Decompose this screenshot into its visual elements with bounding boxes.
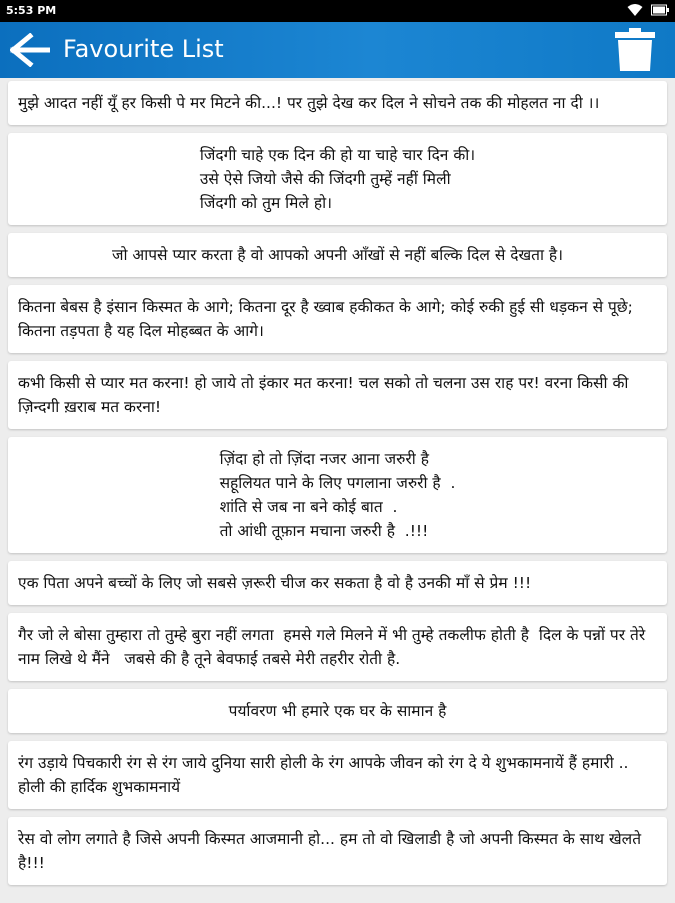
battery-icon	[651, 4, 669, 16]
list-item[interactable]	[8, 561, 667, 605]
quote-text: कभी किसी से प्यार मत करना! हो जाये तो इंकार मत करना! चल सको तो चलना उस राह पर! वरना किसी की ज़िन्दगी ख़राब मत करना!	[18, 374, 634, 416]
quote-text: रंग उड़ाये पिचकारी रंग से रंग जाये दुनिया सारी होली के रंग आपके जीवन को रंग दे ये शुभकामनायें हैं हमारी .. होली की हार्दिक शुभकामनायें	[18, 754, 634, 796]
favourite-list	[0, 78, 675, 903]
list-item[interactable]	[8, 689, 667, 733]
page-title: Favourite List	[63, 35, 224, 63]
trash-icon[interactable]	[613, 27, 657, 73]
list-item[interactable]	[8, 741, 667, 809]
quote-text: मुझे आदत नहीं यूँ हर किसी पे मर मिटने की...! पर तुझे देख कर दिल ने सोचने तक की मोहलत ना दी ।।	[18, 94, 600, 112]
list-item[interactable]	[8, 361, 667, 429]
quote-text: पर्यावरण भी हमारे एक घर के सामान है	[228, 702, 447, 720]
quote-text: ज़िंदा हो तो ज़िंदा नजर आना जरुरी है सहूलियत पाने के लिए पगलाना जरुरी है . शांति से जब ना बने कोई बात . तो आंधी तूफ़ान मचाना जरुरी है .!!!	[219, 450, 456, 540]
quote-text: एक पिता अपने बच्चों के लिए जो सबसे ज़रूरी चीज कर सकता है वो है उनकी माँ से प्रेम !!!	[18, 574, 532, 592]
status-time: 5:53 PM	[6, 4, 57, 17]
quote-text: जो आपसे प्यार करता है वो आपको अपनी आँखों से नहीं बल्कि दिल से देखता है।	[111, 246, 564, 264]
quote-text: रेस वो लोग लगाते है जिसे अपनी किस्मत आजमानी हो... हम तो वो खिलाडी है जो अपनी किस्मत के साथ खेलते है!!!	[18, 830, 646, 872]
list-item[interactable]	[8, 285, 667, 353]
list-item[interactable]	[8, 613, 667, 681]
quote-text: गैर जो ले बोसा तुम्हारा तो तुम्हे बुरा नहीं लगता हमसे गले मिलने में भी तुम्हे तकलीफ होती है दिल के पन्नों पर तेरे नाम लिखे थे मैंने जबसे की है तूने बेवफाई तबसे मेरी तहरीर रोती है.	[18, 626, 651, 668]
wifi-icon	[627, 3, 643, 17]
list-item[interactable]	[8, 233, 667, 277]
status-icons	[627, 3, 669, 17]
status-bar	[0, 0, 675, 22]
list-item[interactable]	[8, 81, 667, 125]
list-item[interactable]	[8, 133, 667, 225]
quote-text: जिंदगी चाहे एक दिन की हो या चाहे चार दिन की। उसे ऐसे जियो जैसे की जिंदगी तुम्हें नहीं मिली जिंदगी को तुम मिले हो।	[199, 146, 476, 212]
arrow-left-icon[interactable]	[10, 33, 50, 67]
list-item[interactable]	[8, 817, 667, 885]
app-bar	[0, 22, 675, 78]
list-item[interactable]	[8, 437, 667, 553]
quote-text: कितना बेबस है इंसान किस्मत के आगे; कितना दूर है ख्वाब हकीकत के आगे; कोई रुकी हुई सी धड़कन से पूछे; कितना तड़पता है यह दिल मोहब्बत के आगे।	[18, 298, 638, 340]
